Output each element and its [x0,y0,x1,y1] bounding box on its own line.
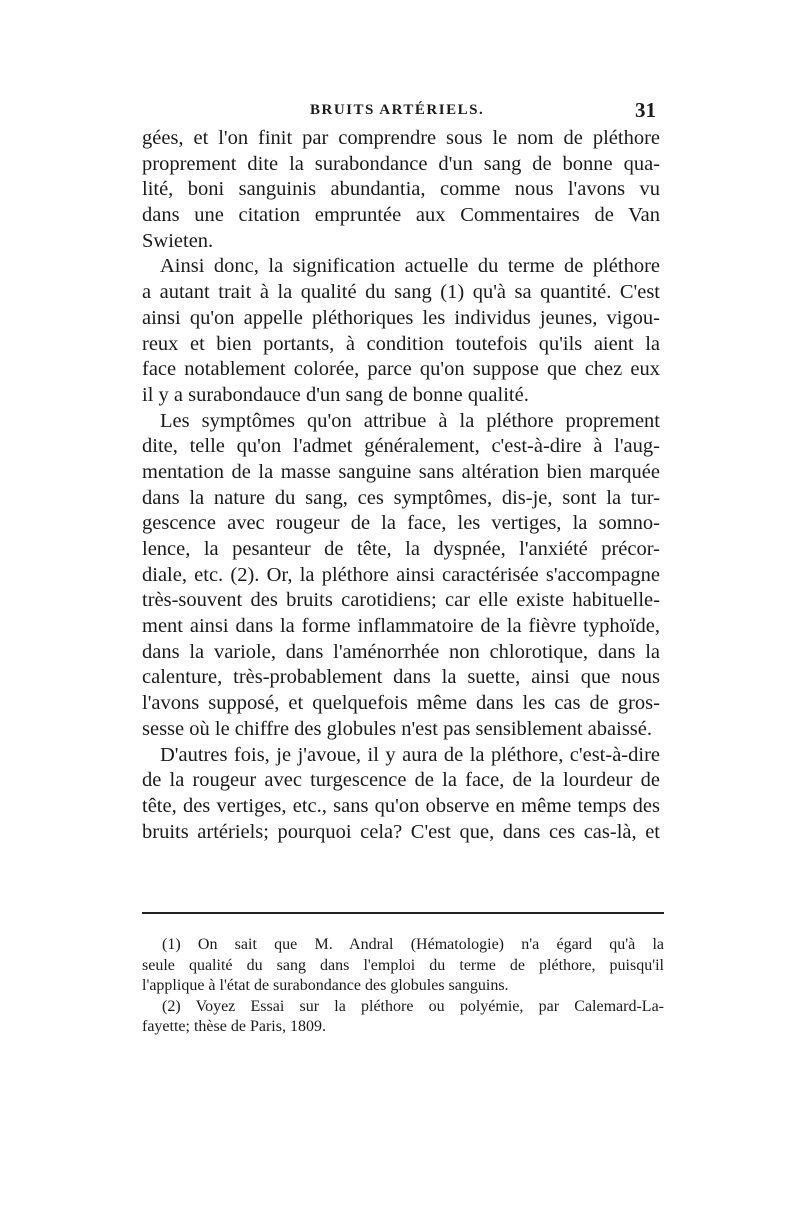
text-line: l'avons supposé, et quelquefois même dans les cas de gros- [142,692,660,715]
footnote-line: seule qualité du sang dans l'emploi du terme de pléthore, puisqu'il [142,956,664,974]
text-line: bruits artériels; pourquoi cela? C'est que, dans ces cas-là, et [142,820,660,843]
text-line: diale, etc. (2). Or, la pléthore ainsi caractérisée s'accompagne [142,563,660,586]
body-text [142,126,660,845]
text-line: face notablement colorée, parce qu'on suppose que chez eux [142,358,660,381]
footnote-line: fayette; thèse de Paris, 1809. [142,1018,326,1035]
page-number: 31 [635,98,656,122]
text-line: très-souvent des bruits carotidiens; car elle existe habituelle- [142,589,660,612]
text-line: de la rougeur avec turgescence de la face, de la lourdeur de [142,769,660,792]
text-line: Ainsi donc, la signification actuelle du terme de pléthore [160,255,660,278]
footnote-line: l'applique à l'état de surabondance des globules sanguins. [142,977,509,994]
text-line: mentation de la masse sanguine sans altération bien marquée [142,460,660,483]
text-line: tête, des vertiges, etc., sans qu'on observe en même temps des [142,794,660,817]
text-line: D'autres fois, je j'avoue, il y aura de la pléthore, c'est-à-dire [160,743,660,766]
running-head: BRUITS ARTÉRIELS. [310,102,485,118]
text-line: ment ainsi dans la forme inflammatoire de la fièvre typhoïde, [142,615,660,638]
text-line: proprement dite la surabondance d'un sang de bonne qua- [142,152,660,175]
footnote-line: (2) Voyez Essai sur la pléthore ou polyémie, par Calemard-La- [162,997,664,1015]
text-line: gescence avec rougeur de la face, les vertiges, la somno- [142,512,660,535]
footnotes [142,935,664,1038]
text-line: calenture, très-probablement dans la suette, ainsi que nous [142,666,660,689]
text-line: dite, telle qu'on l'admet généralement, c'est-à-dire à l'aug- [142,435,660,458]
page-header [142,98,660,122]
text-line: dans la variole, dans l'aménorrhée non chlorotique, dans la [142,640,660,663]
text-line: ainsi qu'on appelle pléthoriques les individus jeunes, vigou- [142,306,660,329]
text-line: Swieten. [142,229,214,252]
text-line: dans la nature du sang, ces symptômes, dis-je, sont la tur- [142,486,660,509]
text-line: lence, la pesanteur de tête, la dyspnée, l'anxiété précor- [142,538,660,560]
text-line: dans une citation empruntée aux Commentaires de Van [142,204,660,227]
text-line: Les symptômes qu'on attribue à la pléthore proprement [160,409,660,432]
footnote-rule [142,912,664,914]
text-line: il y a surabondauce d'un sang de bonne qualité. [142,383,529,406]
text-line: sesse où le chiffre des globules n'est pas sensiblement abaissé. [142,717,652,740]
footnote-line: (1) On sait que M. Andral (Hématologie) n'a égard qu'à la [162,936,664,953]
text-line: lité, boni sanguinis abundantia, comme nous l'avons vu [142,178,660,201]
text-line: reux et bien portants, à condition toutefois qu'ils aient la [142,332,660,355]
text-line: gées, et l'on finit par comprendre sous le nom de pléthore [142,127,660,149]
text-line: a autant trait à la qualité du sang (1) qu'à sa quantité. C'est [142,281,660,304]
